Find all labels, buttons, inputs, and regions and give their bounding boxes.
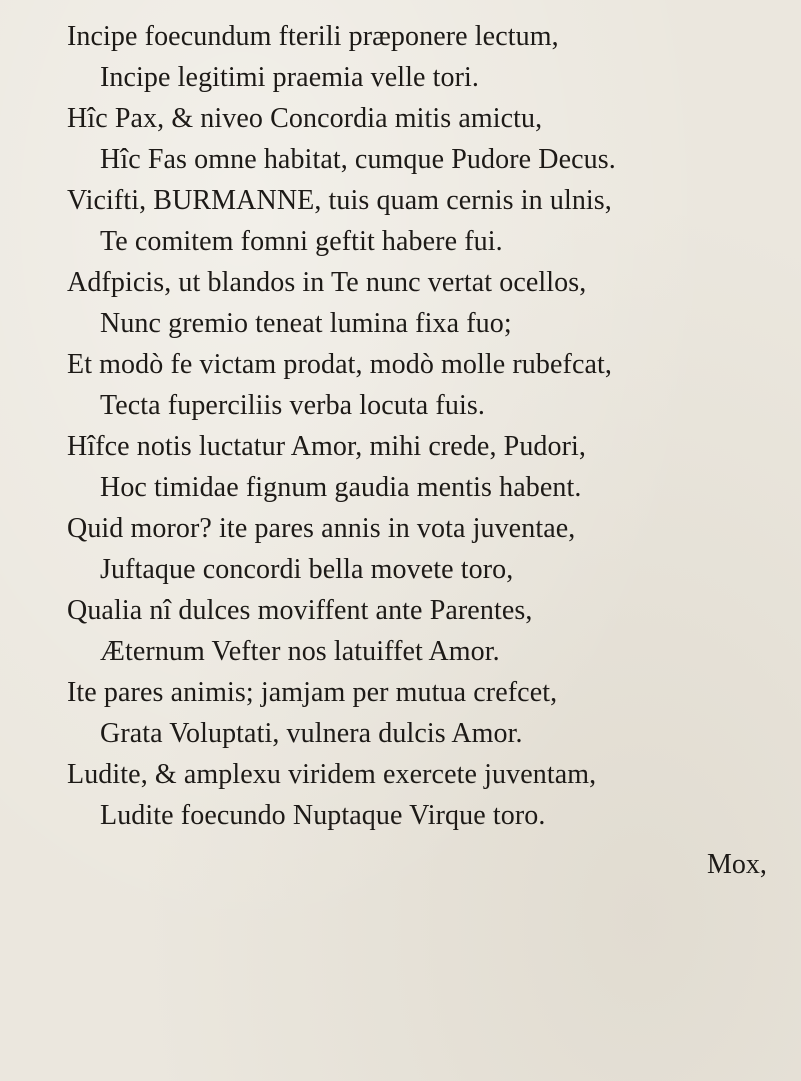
verse-line-18: Grata Voluptati, vulnera dulcis Amor. [100,718,523,749]
verse-line-11: Hîfce notis luctatur Amor, mihi crede, Pudori, [67,431,587,462]
verse-line-14: Juftaque concordi bella movete toro, [100,554,514,585]
verse-line-10: Tecta fuperciliis verba locuta fuis. [100,390,485,421]
verse-line-8: Nunc gremio teneat lumina fixa fuo; [100,308,512,339]
verse-line-4: Hîc Fas omne habitat, cumque Pudore Decus. [100,144,616,175]
verse-line-13: Quid moror? ite pares annis in vota juventae, [67,513,576,544]
verse-line-15: Qualia nî dulces moviffent ante Parentes, [67,595,533,626]
verse-line-7: Adfpicis, ut blandos in Te nunc vertat ocellos, [67,267,587,298]
verse-line-6: Te comitem fomni geftit habere fui. [100,226,503,257]
verse-line-12: Hoc timidae fignum gaudia mentis habent. [100,472,582,503]
verse-line-9: Et modò fe victam prodat, modò molle rubefcat, [67,349,612,380]
verse-line-1: Incipe foecundum fterili præponere lectum, [67,21,559,52]
verse-line-19: Ludite, & amplexu viridem exercete juventam, [67,759,597,790]
verse-line-5: Vicifti, BURMANNE, tuis quam cernis in ulnis, [67,185,612,216]
catchword: Mox, [707,849,767,880]
verse-line-2: Incipe legitimi praemia velle tori. [100,62,480,93]
verse-line-17: Ite pares animis; jamjam per mutua crefcet, [67,677,558,708]
verse-line-20: Ludite foecundo Nuptaque Virque toro. [100,800,546,831]
verse-line-3: Hîc Pax, & niveo Concordia mitis amictu, [67,103,543,134]
verse-line-16: Æternum Vefter nos latuiffet Amor. [100,636,500,667]
